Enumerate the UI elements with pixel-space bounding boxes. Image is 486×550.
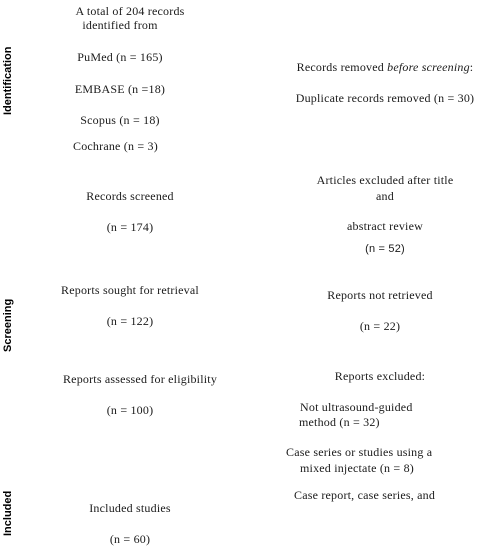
- records-removed-emphasis: before screening: [387, 60, 470, 74]
- reports-sought-count: (n = 122): [106, 314, 154, 328]
- section-label-screening: Screening: [2, 298, 14, 352]
- source-scopus: Scopus (n = 18): [80, 113, 160, 127]
- reports-assessed-label: Reports assessed for eligibility: [62, 372, 218, 386]
- section-label-identification: Identification: [2, 46, 14, 115]
- total-records-line1: A total of 204 records: [75, 4, 185, 18]
- reports-not-retrieved-label: Reports not retrieved: [327, 288, 433, 302]
- reports-excluded-label: Reports excluded:: [334, 369, 426, 383]
- included-studies-count: (n = 60): [109, 532, 151, 546]
- reports-assessed-count: (n = 100): [106, 403, 154, 417]
- reports-sought-label: Reports sought for retrieval: [61, 283, 199, 297]
- included-studies-label: Included studies: [89, 501, 171, 515]
- source-cochrane: Cochrane (n = 3): [73, 139, 158, 153]
- records-removed-prefix: Records removed: [296, 60, 388, 74]
- reason-2-line1: Case series or studies using a: [286, 445, 433, 459]
- reason-2-line2: mixed injectate (n = 8): [300, 461, 414, 475]
- records-screened-label: Records screened: [86, 189, 174, 203]
- excluded-line1: Articles excluded after title: [316, 173, 454, 187]
- excluded-line2: and: [376, 189, 394, 203]
- records-removed-suffix: :: [469, 60, 474, 74]
- reason-1-line2: method (n = 32): [299, 415, 380, 429]
- reason-1-line1: Not ultrasound-guided: [300, 400, 413, 414]
- reports-not-retrieved-count: (n = 22): [359, 319, 401, 333]
- records-removed-heading: [285, 60, 485, 74]
- excluded-line3: abstract review: [347, 219, 423, 233]
- source-embase: EMBASE (n =18): [74, 82, 166, 96]
- section-label-included: Included: [2, 490, 14, 536]
- records-screened-count: (n = 174): [106, 220, 154, 234]
- reason-3-partial: Case report, case series, and: [294, 488, 436, 502]
- total-records-line2: identified from: [82, 18, 158, 32]
- source-pubmed: PuMed (n = 165): [77, 50, 163, 64]
- excluded-count: (n = 52): [365, 243, 405, 255]
- duplicates-removed: Duplicate records removed (n = 30): [295, 91, 475, 105]
- reason-3-clip: [290, 488, 470, 502]
